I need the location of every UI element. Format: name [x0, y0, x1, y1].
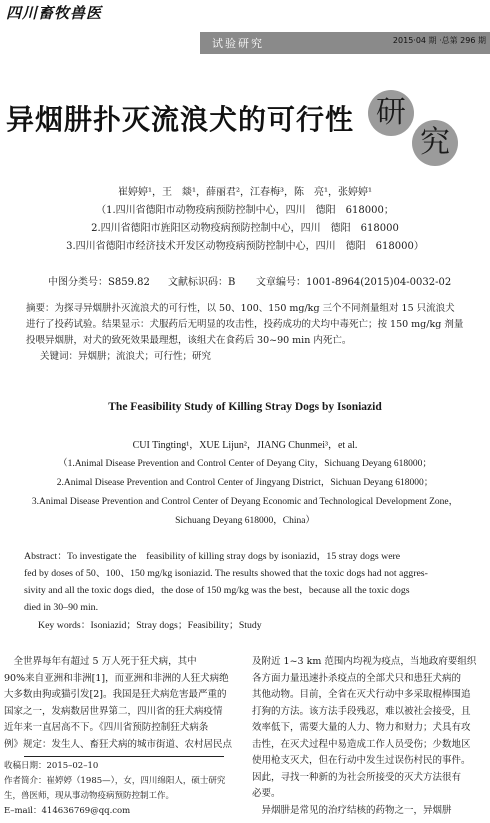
affiliation-en: 3.Animal Disease Prevention and Control Center of Deyang Economic and Technological Development Zone， — [31, 497, 459, 507]
research-badge — [412, 120, 458, 166]
article-number: 文章编号：1001-8964(2015)04-0032-02 — [256, 277, 452, 288]
body-line: 及附近 1~3 km 范围内均视为疫点，当地政府要组织 — [252, 656, 477, 667]
body-line: 其他动物。目前，全省在灭犬行动中多采取棍棒围追 — [252, 689, 471, 700]
journal-masthead: 四川畜牧兽医 — [6, 4, 103, 22]
authors-en: CUI Tingting¹，XUE Lijun²，JIANG Chunmei³，et al. — [132, 440, 358, 451]
abstract-cn-line: 进行了投药试验。结果显示：犬服药后无明显的攻击性，投药成功的犬均中毒死亡；按 150 mg/kg 剂量 — [26, 319, 464, 330]
badge-char-1: 研 — [376, 95, 406, 130]
abstract-en-line: fed by doses of 50、100、150 mg/kg isoniazid. The results showed that the toxic dogs had not aggres- — [24, 568, 428, 579]
body-left-column — [4, 654, 242, 753]
body-line: 效率低下，需要大量的人力、物力和财力；犬具有攻 — [252, 722, 471, 733]
author-email: E–mail：414636769@qq.com — [4, 806, 131, 816]
body-line: 近年来一直居高不下。《四川省预防控制狂犬病条 — [4, 722, 209, 733]
clc-number: 中图分类号：S859.82 — [48, 277, 150, 288]
footnote — [4, 759, 242, 819]
research-badge — [368, 90, 414, 136]
body-line: 必要。 — [252, 788, 281, 799]
abstract-cn-line: 摘要：为探寻异烟肼扑灭流浪犬的可行性，以 50、100、150 mg/kg 三个不同剂量组对 15 只流浪犬 — [26, 303, 455, 314]
issue-info: 2015·04 期 ·总第 296 期 — [392, 36, 486, 45]
document-code: 文献标识码：B — [168, 277, 236, 288]
affiliation-en: （1.Animal Disease Prevention and Control Center of Deyang City，Sichuang Deyang 618000； — [58, 459, 432, 469]
body-line: 例》规定：发生人、畜狂犬病的城市街道、农村居民点 — [4, 738, 233, 750]
abstract-en-line: died in 30–90 min. — [24, 602, 99, 613]
keywords-en: Key words：Isoniazid；Stray dogs；Feasibility；Study — [38, 620, 262, 631]
affiliation-en: Sichuang Deyang 618000，China） — [175, 516, 315, 526]
affiliation-cn: （1.四川省德阳市动物疫病预防控制中心，四川 德阳 618000； — [96, 205, 394, 216]
author-bio: 生，兽医师，现从事动物疫病预防控制工作。 — [4, 791, 175, 801]
body-line: 国家之一，发病数居世界第二，四川省的狂犬病疫情 — [4, 705, 223, 717]
article-title: 异烟肼扑灭流浪犬的可行性 — [6, 103, 355, 136]
author-bio: 作者简介：崔婷婷（1985—），女，四川绵阳人，硕士研究 — [4, 776, 226, 786]
body-right-column — [252, 654, 488, 819]
abstract-cn-line: 投喂异烟肼，对犬的致死效果最理想，该组犬在食药后 30~90 min 内死亡。 — [26, 335, 352, 346]
body-line: 使用枪支灭犬，但在行动中发生过误伤村民的事件。 — [252, 755, 471, 766]
received-date: 收稿日期：2015–02–10 — [4, 761, 99, 771]
badge-char-2: 究 — [420, 125, 450, 160]
abstract-en-line: Abstract：To investigate the feasibility of killing stray dogs by isoniazid，15 stray dogs were — [24, 551, 401, 562]
body-line: 打狗的方法。该方法手段残忍，难以被社会接受，且 — [252, 705, 471, 717]
keywords-cn: 关键词：异烟肼；流浪犬；可行性；研究 — [40, 351, 212, 362]
body-line: 90%来自亚洲和非洲[1]，而亚洲和非洲的人狂犬病绝 — [4, 672, 229, 684]
affiliation-en: 2.Animal Disease Prevention and Control Center of Jingyang District，Sichuan Deyang 618000； — [56, 478, 434, 488]
abstract-en-line: sivity and all the toxic dogs died，the dose of 150 mg/kg was the best，because all the toxic dogs — [24, 585, 410, 596]
affiliation-cn: 2.四川省德阳市旌阳区动物疫病预防控制中心，四川 德阳 618000 — [91, 223, 399, 234]
authors-cn: 崔婷婷¹，王 燚¹，薛丽君²，江春梅³，陈 亮¹，张婷婷¹ — [117, 187, 373, 198]
english-title: The Feasibility Study of Killing Stray Dogs by Isoniazid — [108, 401, 382, 413]
body-line: 击性，在灭犬过程中易造成工作人员受伤；少数地区 — [252, 738, 471, 750]
body-line: 因此，寻找一种新的为社会所接受的灭犬方法很有 — [252, 771, 462, 783]
body-line: 异烟肼是常见的治疗结核的药物之一，异烟肼 — [252, 804, 452, 816]
body-line: 大多数由狗或猫引发[2]。我国是狂犬病危害最严重的 — [4, 689, 227, 700]
section-label: 试验研究 — [212, 37, 264, 50]
body-line: 全世界每年有超过 5 万人死于狂犬病，其中 — [4, 656, 197, 667]
affiliation-cn: 3.四川省德阳市经济技术开发区动物疫病预防控制中心，四川 德阳 618000） — [66, 241, 424, 252]
body-line: 各方面力量迅速扑杀疫点的全部犬只和患狂犬病的 — [252, 672, 462, 684]
footnote-rule — [24, 756, 224, 757]
